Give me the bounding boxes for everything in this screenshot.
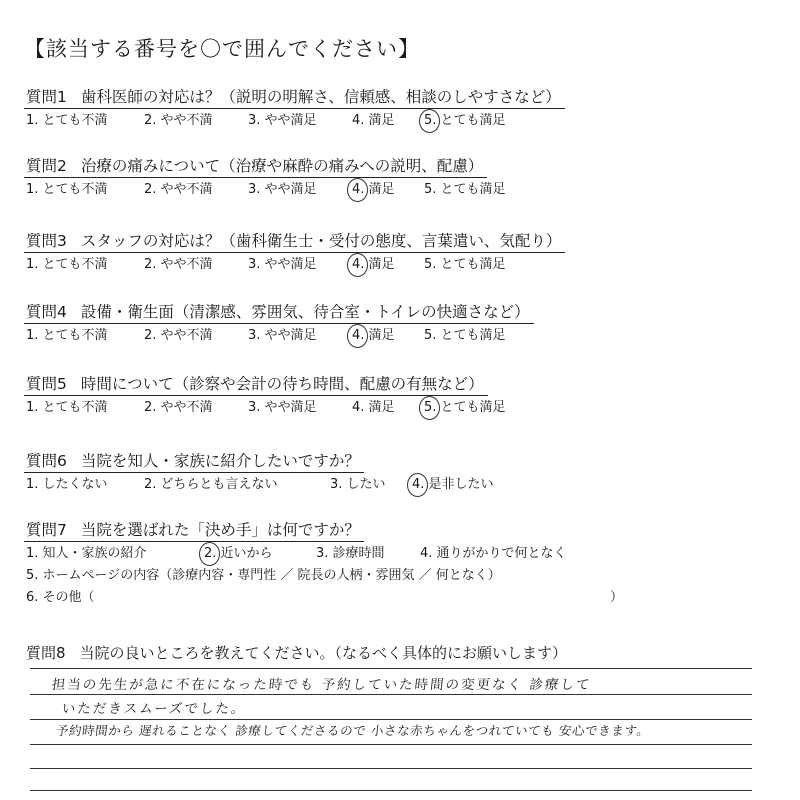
question-3 bbox=[26, 230, 561, 275]
option-1[interactable]: 1. とても不満 bbox=[26, 328, 108, 343]
answer-circle bbox=[347, 178, 368, 202]
answer-line bbox=[30, 694, 752, 695]
option-5[interactable]: 5. とても満足 bbox=[424, 328, 506, 343]
option-1[interactable]: 1. したくない bbox=[26, 477, 108, 492]
answer-circle bbox=[199, 542, 220, 566]
question-number: 質問2 bbox=[26, 157, 67, 175]
answer-line bbox=[30, 744, 752, 745]
handwritten-answer-line-3: 予約時間から 遅れることなく 診療してくださるので 小さな赤ちゃんをつれていても 安心できます。 bbox=[55, 723, 651, 738]
option-5-selected[interactable]: 5. とても満足 bbox=[424, 111, 506, 131]
option-5[interactable]: 5. ホームページの内容（診療内容・専門性 ／ 院長の人柄・雰囲気 ／ 何となく） bbox=[26, 568, 501, 583]
answer-options bbox=[26, 326, 530, 346]
option-4-selected[interactable]: 4. 満足 bbox=[352, 255, 424, 275]
answer-circle bbox=[347, 324, 368, 348]
question-8 bbox=[26, 642, 567, 664]
question-text: 当院の良いところを教えてください。（なるべく具体的にお願いします） bbox=[79, 644, 568, 662]
question-text: 当院を選ばれた「決め手」は何ですか？ bbox=[80, 521, 360, 539]
answer-line bbox=[30, 790, 752, 791]
option-3[interactable]: 3. やや満足 bbox=[248, 182, 317, 197]
option-4[interactable]: 4. 満足 bbox=[352, 400, 395, 415]
answer-options-row-3 bbox=[26, 588, 626, 608]
question-number: 質問1 bbox=[26, 88, 67, 106]
answer-circle bbox=[407, 473, 428, 497]
answer-line bbox=[30, 719, 752, 720]
question-number: 質問7 bbox=[26, 521, 67, 539]
option-6-other[interactable]: 6. その他（ bbox=[26, 590, 95, 605]
question-2 bbox=[26, 155, 506, 200]
question-6 bbox=[26, 450, 494, 495]
answer-circle bbox=[347, 253, 368, 277]
option-2[interactable]: 2. やや不満 bbox=[144, 400, 213, 415]
question-5 bbox=[26, 373, 506, 418]
answer-line bbox=[30, 668, 752, 669]
option-2[interactable]: 2. どちらとも言えない bbox=[144, 477, 278, 492]
option-4[interactable]: 4. 満足 bbox=[352, 113, 395, 128]
option-2-selected[interactable]: 2. 近いから bbox=[204, 544, 316, 564]
question-number: 質問3 bbox=[26, 232, 67, 250]
option-3[interactable]: 3. やや満足 bbox=[248, 328, 317, 343]
option-1[interactable]: 1. 知人・家族の紹介 bbox=[26, 546, 147, 561]
answer-options bbox=[26, 398, 506, 418]
answer-circle bbox=[419, 109, 440, 133]
option-4[interactable]: 4. 通りがかりで何となく bbox=[420, 546, 567, 561]
option-2[interactable]: 2. やや不満 bbox=[144, 113, 213, 128]
option-1[interactable]: 1. とても不満 bbox=[26, 182, 108, 197]
question-7 bbox=[26, 519, 626, 608]
option-3[interactable]: 3. したい bbox=[330, 477, 386, 492]
question-text: スタッフの対応は？（歯科衛生士・受付の態度、言葉遣い、気配り） bbox=[80, 232, 562, 250]
option-1[interactable]: 1. とても不満 bbox=[26, 257, 108, 272]
option-4-selected[interactable]: 4. 満足 bbox=[352, 180, 424, 200]
option-2[interactable]: 2. やや不満 bbox=[144, 328, 213, 343]
question-number: 質問4 bbox=[26, 303, 67, 321]
question-1 bbox=[26, 86, 561, 131]
answer-options-row-1 bbox=[26, 544, 626, 564]
answer-circle bbox=[419, 396, 440, 420]
question-number: 質問5 bbox=[26, 375, 67, 393]
other-close-paren: ） bbox=[610, 590, 624, 605]
option-1[interactable]: 1. とても不満 bbox=[26, 400, 108, 415]
answer-options-row-2 bbox=[26, 566, 626, 586]
option-5-selected[interactable]: 5. とても満足 bbox=[424, 398, 506, 418]
question-number: 質問8 bbox=[26, 644, 66, 662]
question-text: 設備・衛生面（清潔感、雰囲気、待合室・トイレの快適さなど） bbox=[80, 303, 530, 321]
handwritten-answer-line-2: いただきスムーズでした。 bbox=[60, 701, 248, 717]
question-number: 質問6 bbox=[26, 452, 67, 470]
answer-options bbox=[26, 475, 494, 495]
answer-options bbox=[26, 111, 561, 131]
answer-line bbox=[30, 768, 752, 769]
page-title: 【該当する番号を〇で囲んでください】 bbox=[24, 37, 420, 61]
option-3[interactable]: 3. やや満足 bbox=[248, 400, 317, 415]
question-text: 歯科医師の対応は？（説明の明解さ、信頼感、相談のしやすさなど） bbox=[80, 88, 561, 106]
option-5[interactable]: 5. とても満足 bbox=[424, 182, 506, 197]
answer-options bbox=[26, 180, 506, 200]
option-1[interactable]: 1. とても不満 bbox=[26, 113, 108, 128]
option-4-selected[interactable]: 4. 是非したい bbox=[412, 475, 494, 495]
question-4 bbox=[26, 301, 530, 346]
question-text: 当院を知人・家族に紹介したいですか？ bbox=[80, 452, 360, 470]
question-text: 治療の痛みについて（治療や麻酔の痛みへの説明、配慮） bbox=[80, 157, 484, 175]
option-4-selected[interactable]: 4. 満足 bbox=[352, 326, 424, 346]
answer-options bbox=[26, 255, 561, 275]
option-3[interactable]: 3. やや満足 bbox=[248, 257, 317, 272]
option-2[interactable]: 2. やや不満 bbox=[144, 257, 213, 272]
option-3[interactable]: 3. 診療時間 bbox=[316, 546, 385, 561]
option-3[interactable]: 3. やや満足 bbox=[248, 113, 317, 128]
handwritten-answer-line-1: 担当の先生が急に不在になった時でも 予約していた時間の変更なく 診療して bbox=[50, 677, 593, 693]
option-2[interactable]: 2. やや不満 bbox=[144, 182, 213, 197]
option-5[interactable]: 5. とても満足 bbox=[424, 257, 506, 272]
question-text: 時間について（診察や会計の待ち時間、配慮の有無など） bbox=[80, 375, 484, 393]
